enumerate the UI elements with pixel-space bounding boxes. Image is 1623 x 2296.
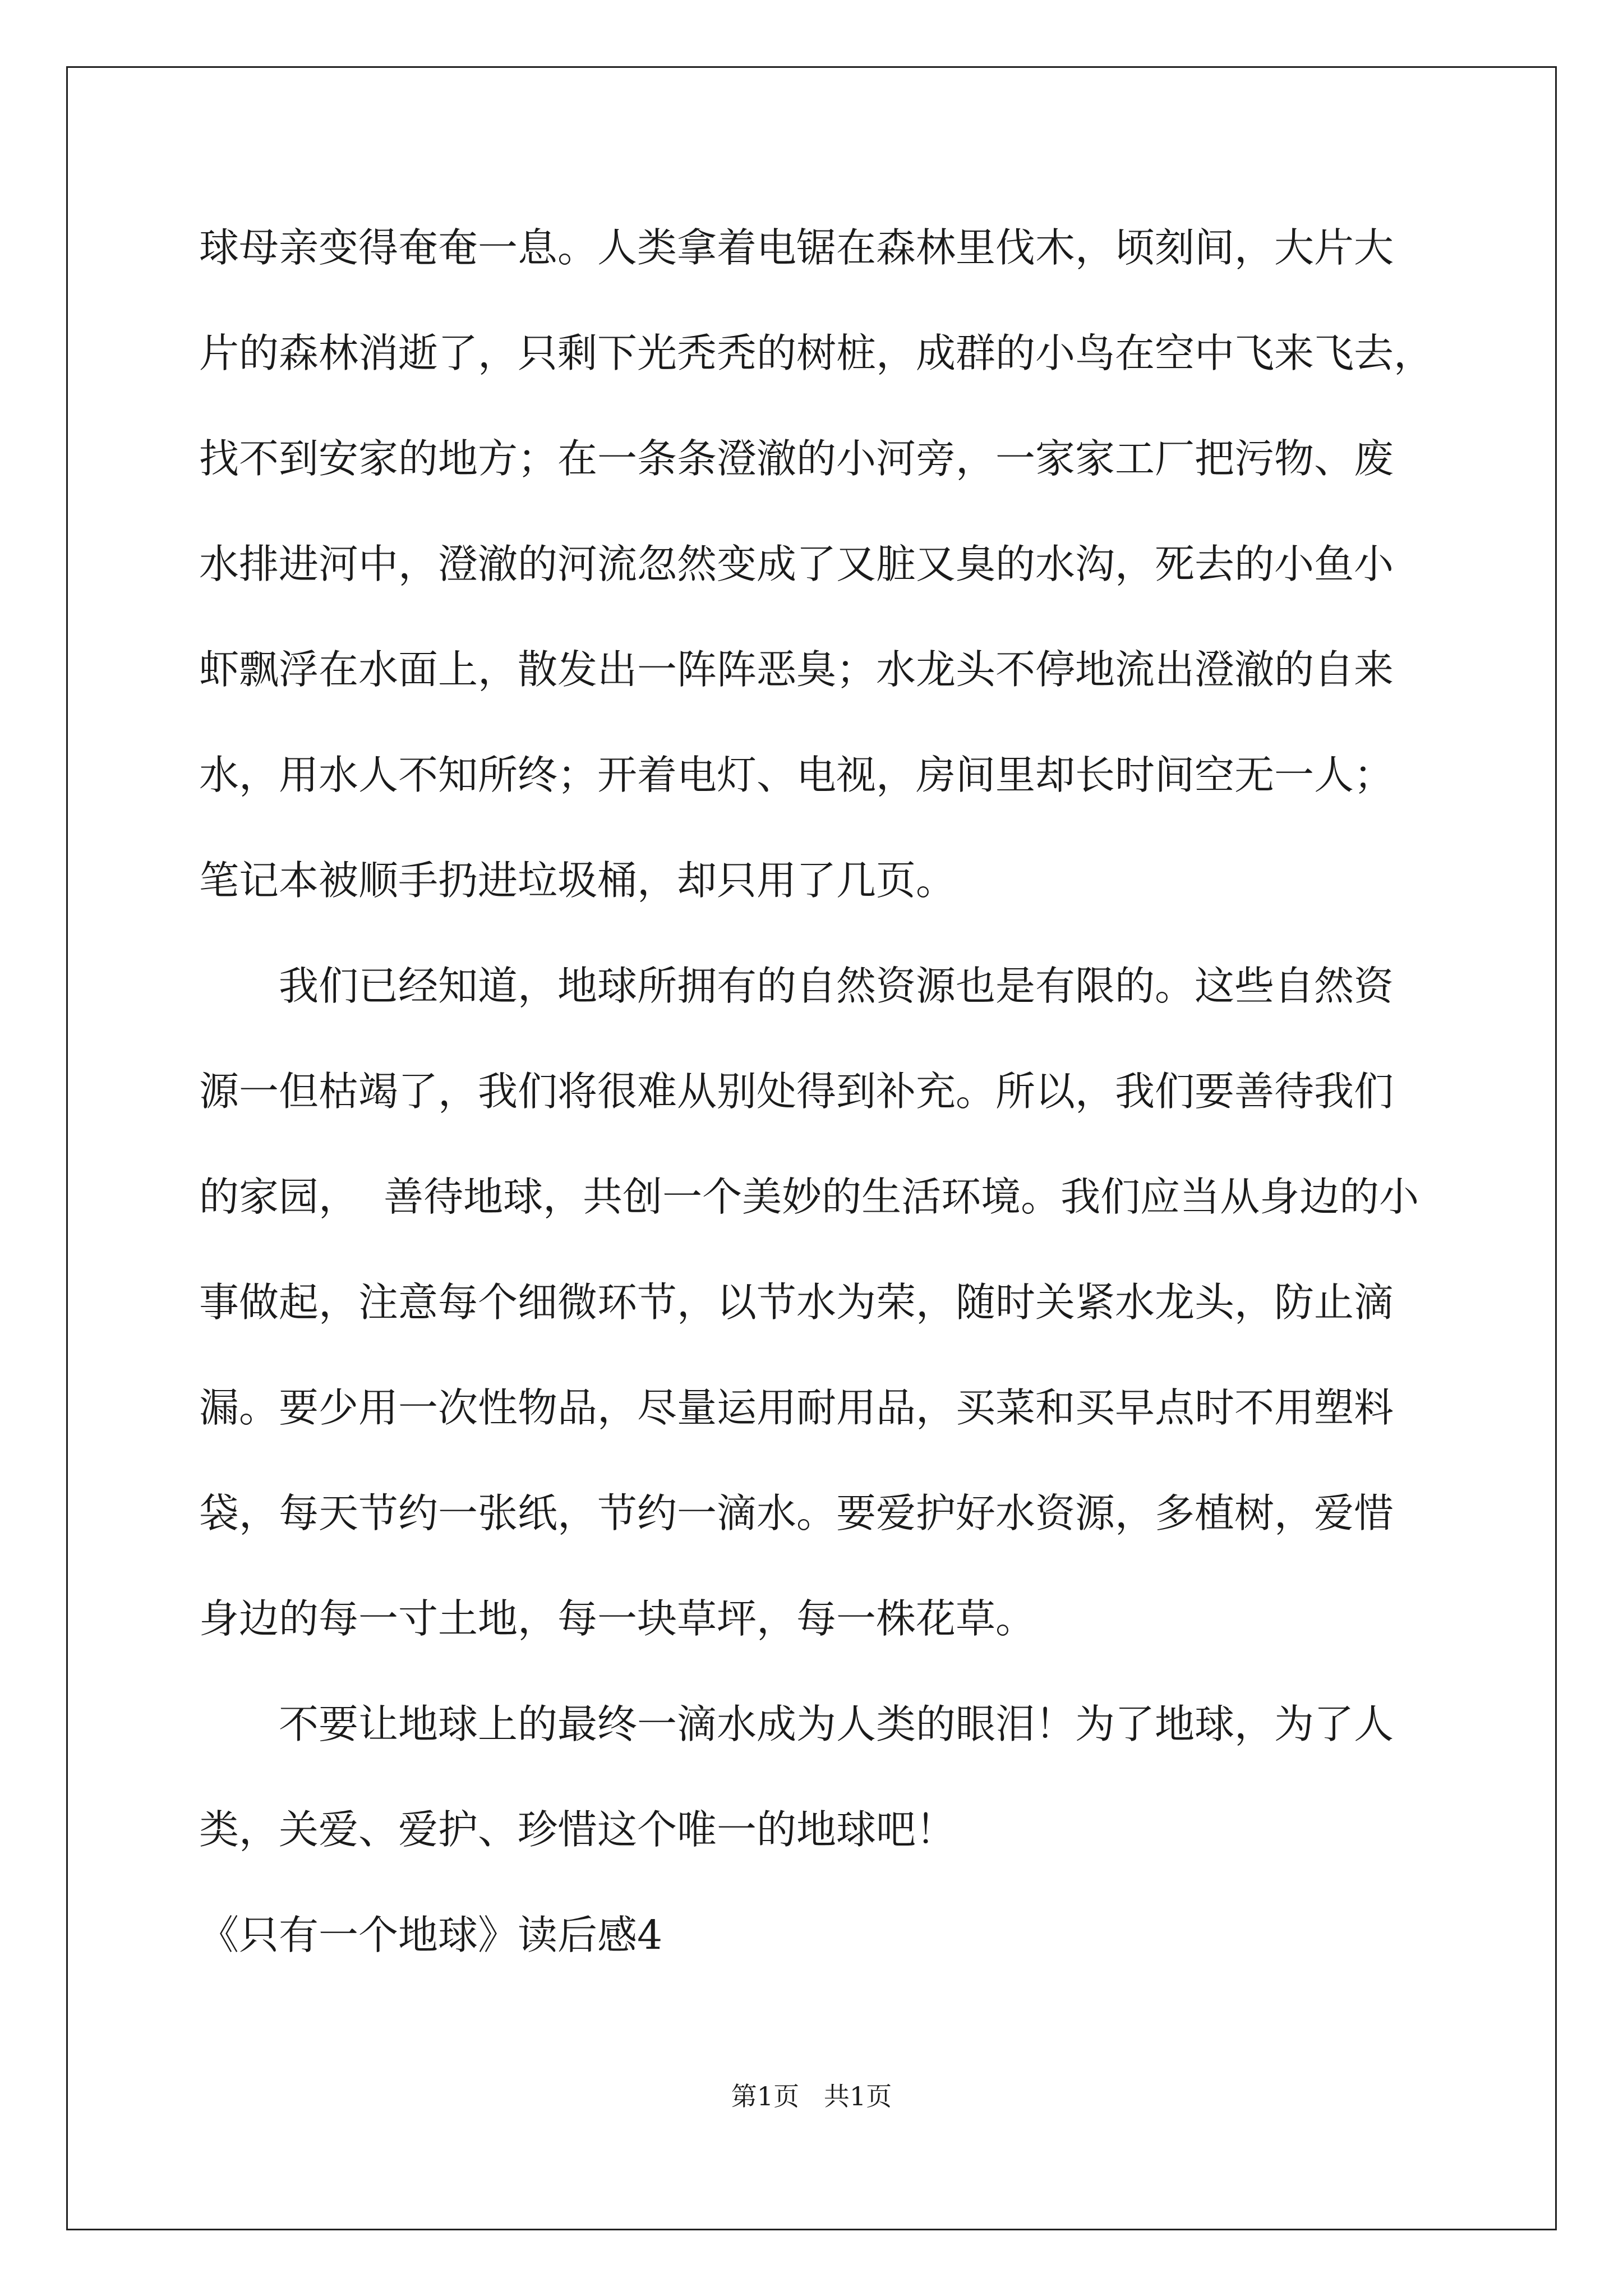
paragraph-2-line-5: 漏。要少用一次性物品，尽量运用耐用品，买菜和买早点时不用塑料: [199, 1384, 1394, 1431]
paragraph-1-line-4: 水排进河中，澄澈的河流忽然变成了又脏又臭的水沟，死去的小鱼小: [199, 541, 1394, 587]
paragraph-2-line-1: 我们已经知道，地球所拥有的自然资源也是有限的。这些自然资: [279, 963, 1394, 1009]
paragraph-1-line-7: 笔记本被顺手扔进垃圾桶，却只用了几页。: [199, 857, 956, 904]
page-footer: 第1页 共1页: [731, 2081, 892, 2111]
paragraph-2-line-6: 袋，每天节约一张纸，节约一滴水。要爱护好水资源，多植树，爱惜: [199, 1490, 1394, 1536]
paragraph-2-line-4: 事做起，注意每个细微环节，以节水为荣，随时关紧水龙头，防止滴: [199, 1279, 1394, 1326]
paragraph-2-line-7: 身边的每一寸土地，每一块草坪，每一株花草。: [199, 1595, 1036, 1642]
paragraph-2-line-3: 的家园， 善待地球，共创一个美妙的生活环境。我们应当从身边的小: [199, 1174, 1419, 1220]
paragraph-1-line-6: 水，用水人不知所终；开着电灯、电视，房间里却长时间空无一人；: [199, 752, 1394, 798]
paragraph-1-line-1: 球母亲变得奄奄一息。人类拿着电锯在森林里伐木，顷刻间，大片大: [199, 224, 1394, 271]
paragraph-3-line-2: 类，关爱、爱护、珍惜这个唯一的地球吧！: [199, 1806, 956, 1853]
paragraph-2-line-2: 源一但枯竭了，我们将很难从别处得到补充。所以，我们要善待我们: [199, 1068, 1394, 1115]
paragraph-1-line-3: 找不到安家的地方；在一条条澄澈的小河旁，一家家工厂把污物、废: [199, 435, 1394, 482]
paragraph-1-line-2: 片的森林消逝了，只剩下光秃秃的树桩，成群的小鸟在空中飞来飞去，: [199, 330, 1434, 376]
document-body: [199, 222, 1433, 2014]
paragraph-1-line-5: 虾飘浮在水面上，散发出一阵阵恶臭；水龙头不停地流出澄澈的自来: [199, 646, 1394, 693]
section-heading: 《只有一个地球》读后感4: [199, 1912, 663, 1958]
paragraph-3-line-1: 不要让地球上的最终一滴水成为人类的眼泪！为了地球，为了人: [279, 1701, 1394, 1747]
